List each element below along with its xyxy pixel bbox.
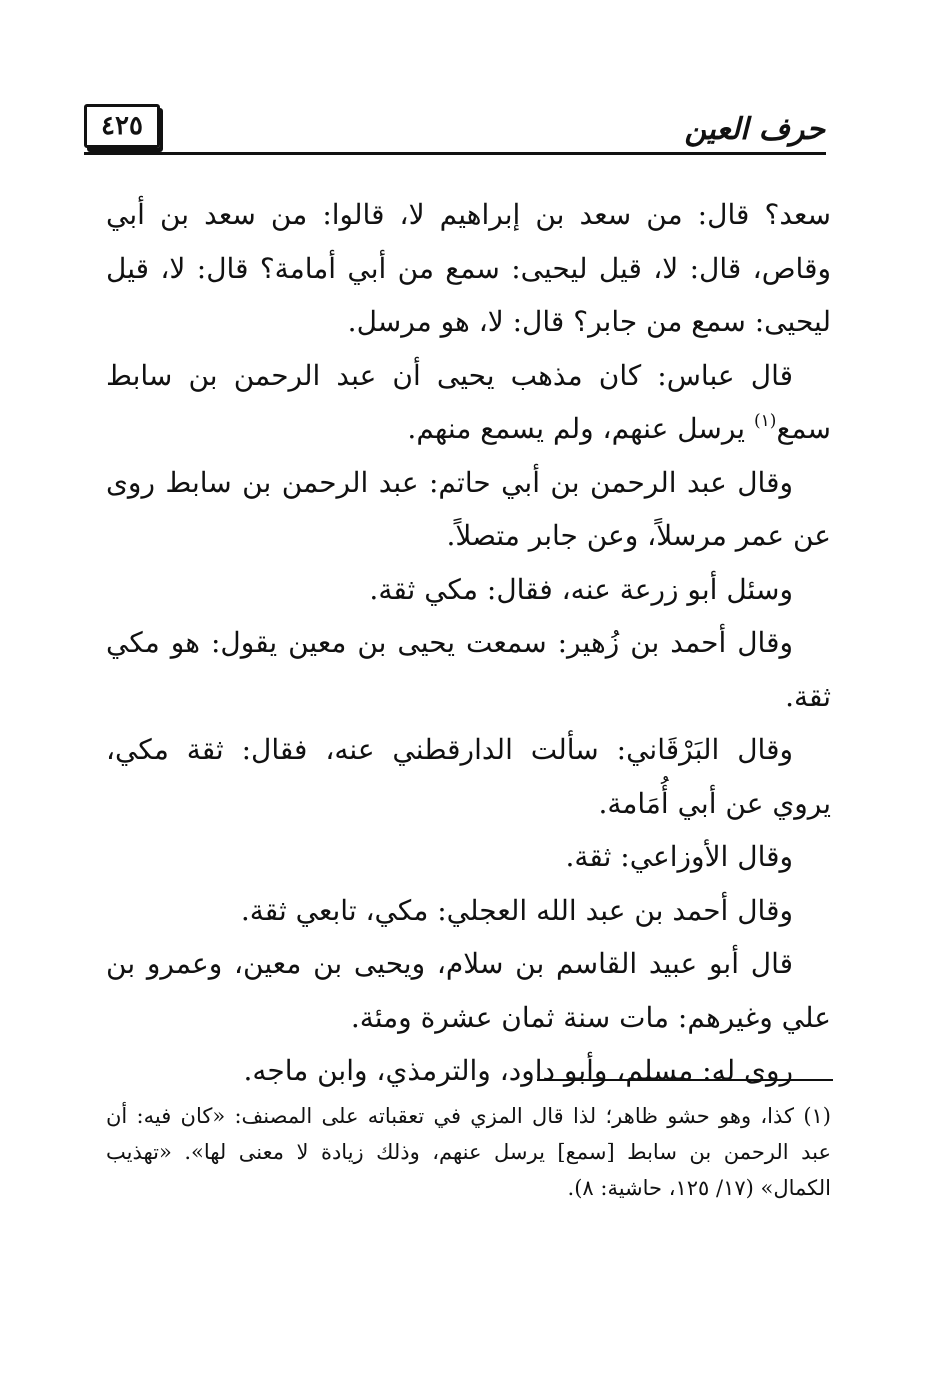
footnote-rule: [537, 1079, 833, 1081]
page-number: ٤٢٥: [101, 111, 143, 141]
paragraph-6: وقال البَرْقَاني: سألت الدارقطني عنه، فقال: ثقة مكي، يروي عن أبي أُمَامة.: [106, 733, 831, 820]
paragraph-2-text: قال عباس: كان مذهب يحيى أن عبد الرحمن بن سابط سمع: [106, 358, 831, 445]
footnote-1: (١) كذا، وهو حشو ظاهر؛ لذا قال المزي في تعقباته على المصنف: «كان فيه: أن عبد الرحمن بن سابط [سمع] يرسل عنهم، وذلك زيادة لا معنى لها». «تهذيب الكمال» (١٧/ ١٢٥، حاشية: ٨).: [106, 1104, 831, 1200]
paragraph-9: قال أبو عبيد القاسم بن سلام، ويحيى بن معين، وعمرو بن علي وغيرهم: مات سنة ثمان عشرة ومئة.: [106, 947, 831, 1034]
paragraph-2-text-continued: يرسل عنهم، ولم يسمع منهم.: [407, 412, 755, 445]
header-rule: [84, 152, 826, 155]
paragraph-5: وقال أحمد بن زُهير: سمعت يحيى بن معين يقول: هو مكي ثقة.: [106, 626, 831, 713]
footnotes: [106, 1098, 831, 1206]
body-text: [106, 188, 831, 1098]
running-title: حرف العين: [684, 112, 825, 147]
paragraph-1: سعد؟ قال: من سعد بن إبراهيم لا، قالوا: من سعد بن أبي وقاص، قال: لا، قيل ليحيى: سمع من أبي أمامة؟ قال: لا، قيل ليحيى: سمع من جابر؟ قال: لا، هو مرسل.: [106, 198, 831, 338]
paragraph-3: وقال عبد الرحمن بن أبي حاتم: عبد الرحمن بن سابط روى عن عمر مرسلاً، وعن جابر متصلاً.: [106, 465, 831, 552]
paragraph-7: وقال الأوزاعي: ثقة.: [565, 840, 793, 873]
paragraph-10: روى له: مسلم، وأبو داود، والترمذي، وابن ماجه.: [243, 1054, 793, 1087]
paragraph-4: وسئل أبو زرعة عنه، فقال: مكي ثقة.: [369, 572, 793, 606]
paragraph-8: وقال أحمد بن عبد الله العجلي: مكي، تابعي ثقة.: [240, 893, 793, 927]
footnote-marker: (١): [754, 411, 777, 431]
paragraph-2: [106, 349, 831, 456]
page-number-box: [84, 104, 160, 148]
